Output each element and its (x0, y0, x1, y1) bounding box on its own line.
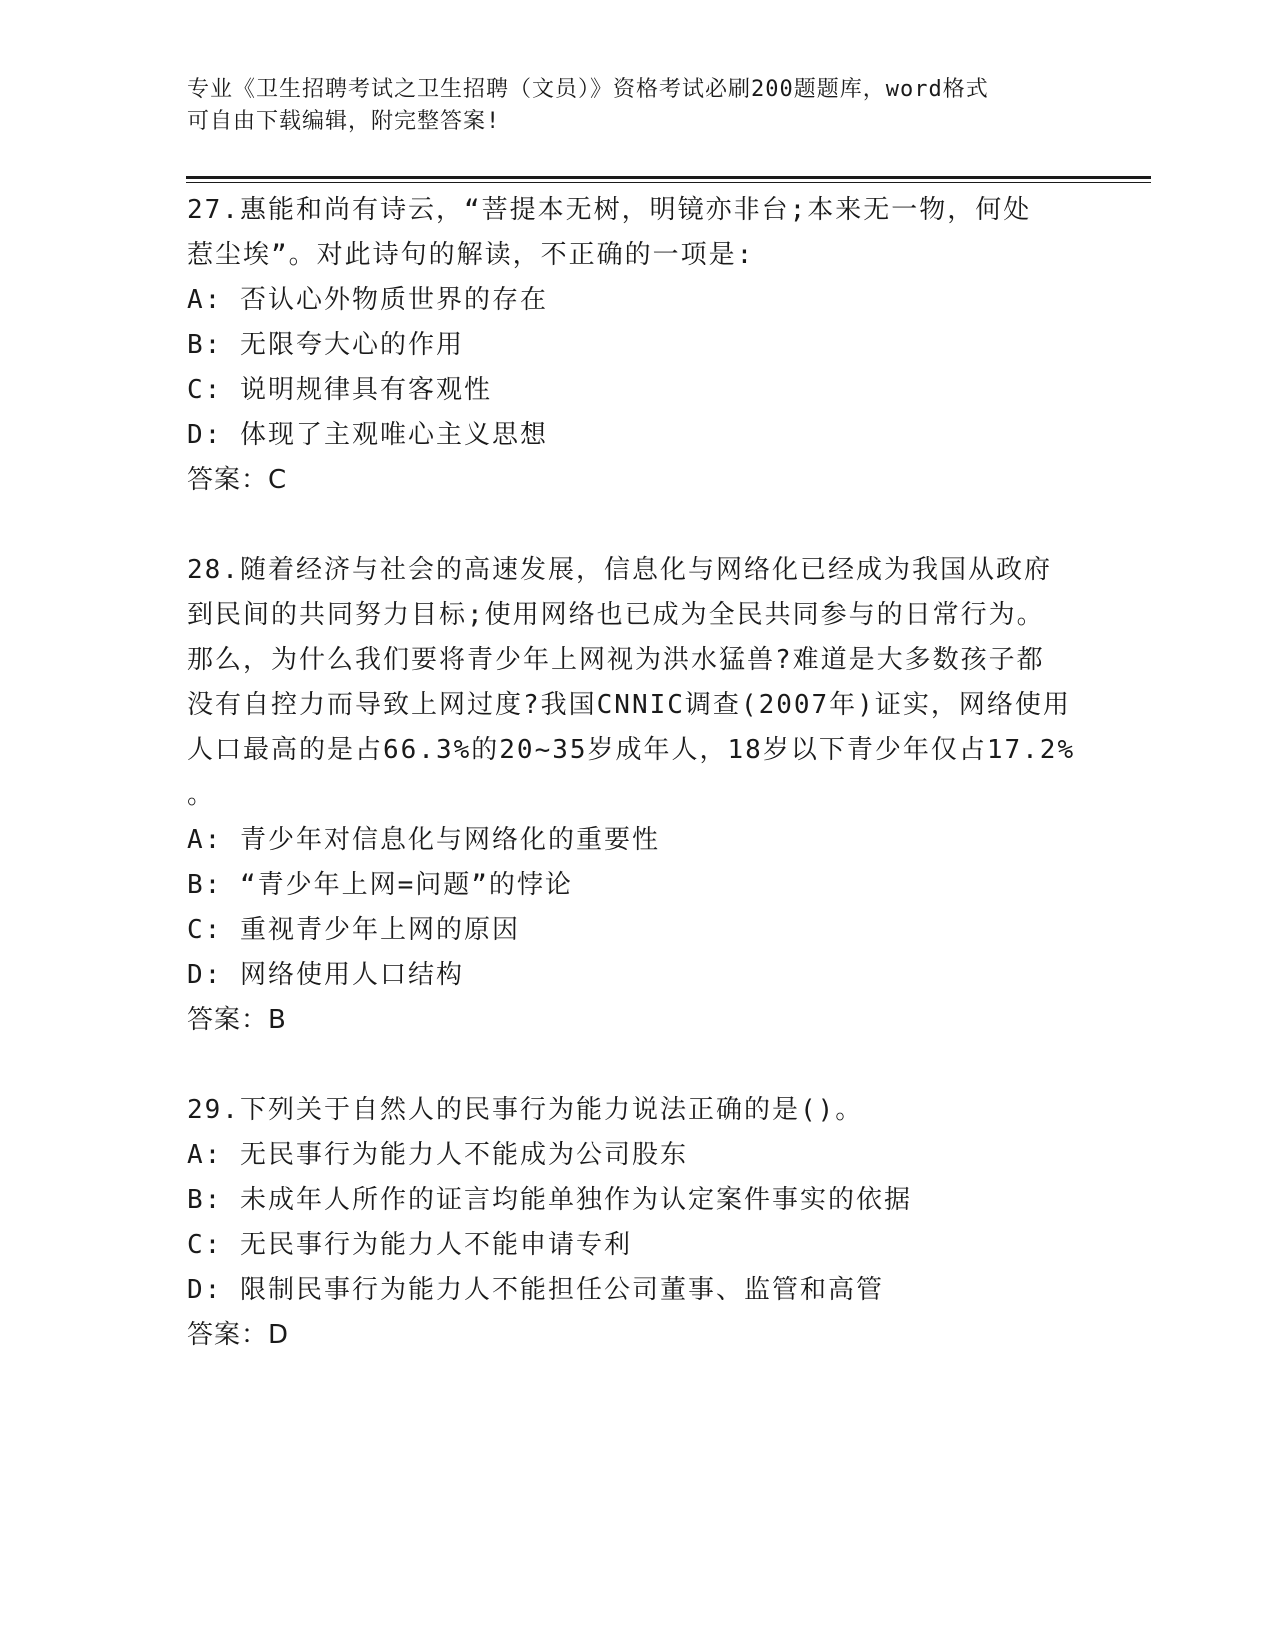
header-line-1: 专业《卫生招聘考试之卫生招聘（文员）》资格考试必刷200题题库，word格式 (187, 77, 989, 102)
question-text-line: 。 (187, 780, 216, 810)
question-text (187, 548, 1087, 818)
option-d: D: 网络使用人口结构 (187, 960, 464, 990)
option-c: C: 无民事行为能力人不能申请专利 (187, 1230, 632, 1260)
option-a: A: 青少年对信息化与网络化的重要性 (187, 825, 660, 855)
question-spacer (187, 503, 1087, 548)
question-text-line: 28.随着经济与社会的高速发展，信息化与网络化已经成为我国从政府 (187, 555, 1052, 585)
question-text-line: 29.下列关于自然人的民事行为能力说法正确的是()。 (187, 1095, 864, 1125)
option-b: B: “青少年上网=问题”的悖论 (187, 870, 573, 900)
question-text-line: 到民间的共同努力目标;使用网络也已成为全民共同参与的日常行为。 (187, 600, 1045, 630)
question-list (187, 188, 1087, 1358)
answer-line: 答案：B (187, 1005, 287, 1035)
question-27 (187, 188, 1087, 503)
question-28 (187, 548, 1087, 1043)
option-a: A: 否认心外物质世界的存在 (187, 285, 548, 315)
answer-line: 答案：C (187, 465, 288, 495)
document-header (187, 74, 1067, 138)
question-text-line: 那么，为什么我们要将青少年上网视为洪水猛兽?难道是大多数孩子都 (187, 645, 1045, 675)
option-b: B: 未成年人所作的证言均能单独作为认定案件事实的依据 (187, 1185, 912, 1215)
question-spacer (187, 1043, 1087, 1088)
question-text-line: 27.惠能和尚有诗云，“菩提本无树，明镜亦非台;本来无一物，何处 (187, 195, 1032, 225)
question-text (187, 1088, 1087, 1133)
option-c: C: 说明规律具有客观性 (187, 375, 492, 405)
option-d: D: 限制民事行为能力人不能担任公司董事、监管和高管 (187, 1275, 884, 1305)
question-text-line: 人口最高的是占66.3%的20~35岁成年人，18岁以下青少年仅占17.2% (187, 735, 1076, 765)
option-b: B: 无限夸大心的作用 (187, 330, 464, 360)
option-d: D: 体现了主观唯心主义思想 (187, 420, 548, 450)
question-text-line: 惹尘埃”。对此诗句的解读，不正确的一项是: (187, 240, 755, 270)
option-c: C: 重视青少年上网的原因 (187, 915, 520, 945)
header-line-2: 可自由下载编辑，附完整答案! (187, 109, 501, 134)
header-divider-thick (186, 176, 1151, 179)
header-divider-thin (186, 182, 1151, 183)
question-text (187, 188, 1087, 278)
question-29 (187, 1088, 1087, 1358)
option-a: A: 无民事行为能力人不能成为公司股东 (187, 1140, 688, 1170)
answer-line: 答案：D (187, 1320, 290, 1350)
question-text-line: 没有自控力而导致上网过度?我国CNNIC调查(2007年)证实，网络使用 (187, 690, 1071, 720)
